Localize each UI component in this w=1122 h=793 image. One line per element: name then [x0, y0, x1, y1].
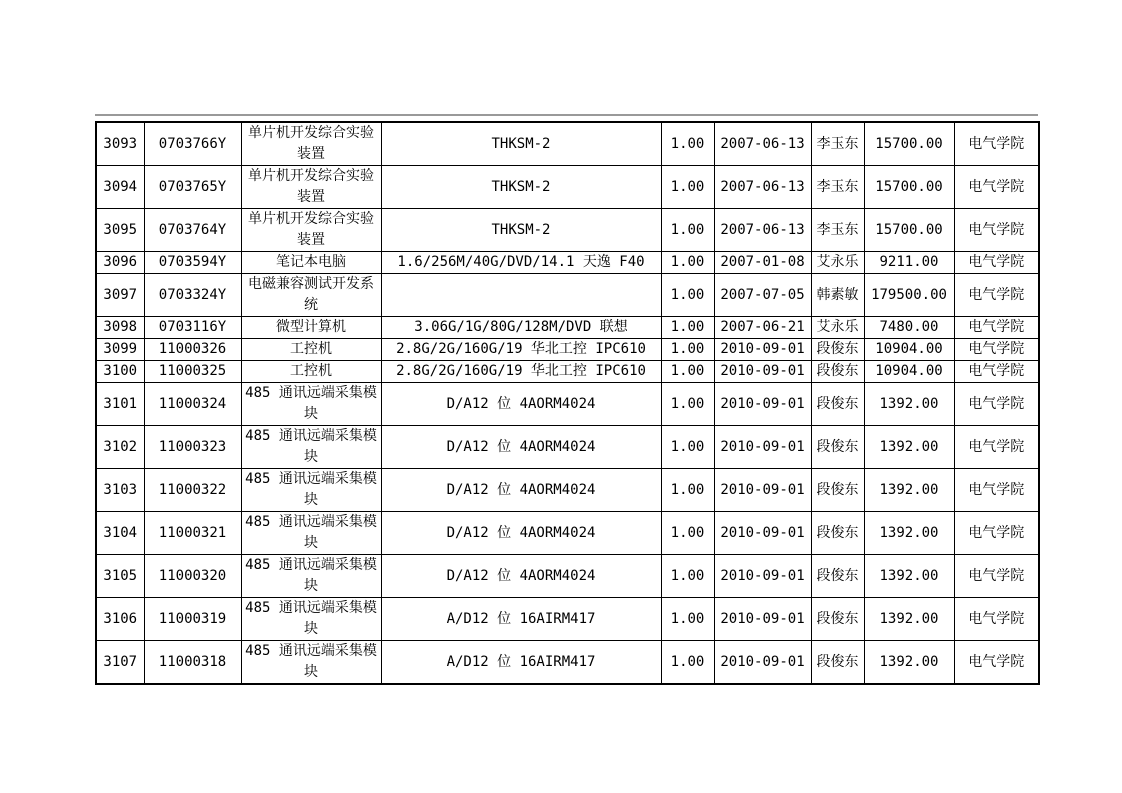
cell-sequence-number: 3104	[96, 512, 144, 555]
cell-asset-number: 0703765Y	[144, 166, 241, 209]
cell-department: 电气学院	[954, 317, 1039, 339]
cell-custodian: 李玉东	[811, 209, 864, 252]
cell-custodian: 段俊东	[811, 361, 864, 383]
cell-equipment-name: 电磁兼容测试开发系统	[241, 274, 381, 317]
cell-sequence-number: 3100	[96, 361, 144, 383]
cell-custodian: 段俊东	[811, 426, 864, 469]
cell-model-spec: D/A12 位 4AORM4024	[381, 469, 661, 512]
cell-date: 2010-09-01	[714, 598, 811, 641]
cell-price: 9211.00	[864, 252, 954, 274]
cell-model-spec: A/D12 位 16AIRM417	[381, 598, 661, 641]
cell-model-spec: THKSM-2	[381, 122, 661, 166]
cell-department: 电气学院	[954, 252, 1039, 274]
cell-quantity: 1.00	[661, 317, 714, 339]
cell-sequence-number: 3099	[96, 339, 144, 361]
cell-price: 15700.00	[864, 166, 954, 209]
table-row	[96, 555, 1039, 598]
table-row	[96, 209, 1039, 252]
cell-date: 2007-06-13	[714, 166, 811, 209]
table-continuation-line	[95, 114, 1038, 116]
cell-sequence-number: 3097	[96, 274, 144, 317]
cell-quantity: 1.00	[661, 166, 714, 209]
cell-price: 15700.00	[864, 122, 954, 166]
cell-equipment-name: 485 通讯远端采集模块	[241, 598, 381, 641]
table-row	[96, 598, 1039, 641]
cell-equipment-name: 微型计算机	[241, 317, 381, 339]
cell-date: 2007-01-08	[714, 252, 811, 274]
cell-equipment-name: 485 通讯远端采集模块	[241, 512, 381, 555]
cell-price: 1392.00	[864, 426, 954, 469]
cell-quantity: 1.00	[661, 274, 714, 317]
cell-price: 1392.00	[864, 641, 954, 685]
cell-department: 电气学院	[954, 122, 1039, 166]
table-row	[96, 512, 1039, 555]
cell-custodian: 艾永乐	[811, 252, 864, 274]
cell-price: 1392.00	[864, 469, 954, 512]
cell-date: 2010-09-01	[714, 641, 811, 685]
cell-quantity: 1.00	[661, 383, 714, 426]
cell-date: 2010-09-01	[714, 361, 811, 383]
cell-model-spec: D/A12 位 4AORM4024	[381, 426, 661, 469]
table-row	[96, 252, 1039, 274]
cell-sequence-number: 3101	[96, 383, 144, 426]
cell-price: 15700.00	[864, 209, 954, 252]
cell-asset-number: 11000320	[144, 555, 241, 598]
cell-sequence-number: 3095	[96, 209, 144, 252]
cell-asset-number: 0703324Y	[144, 274, 241, 317]
cell-date: 2010-09-01	[714, 512, 811, 555]
cell-equipment-name: 单片机开发综合实验装置	[241, 122, 381, 166]
cell-equipment-name: 485 通讯远端采集模块	[241, 641, 381, 685]
table-row	[96, 361, 1039, 383]
cell-equipment-name: 485 通讯远端采集模块	[241, 383, 381, 426]
cell-model-spec: A/D12 位 16AIRM417	[381, 641, 661, 685]
cell-quantity: 1.00	[661, 641, 714, 685]
cell-model-spec: 1.6/256M/40G/DVD/14.1 天逸 F40	[381, 252, 661, 274]
equipment-inventory-table	[95, 121, 1040, 685]
cell-quantity: 1.00	[661, 209, 714, 252]
cell-date: 2010-09-01	[714, 555, 811, 598]
cell-price: 1392.00	[864, 598, 954, 641]
cell-department: 电气学院	[954, 512, 1039, 555]
cell-equipment-name: 工控机	[241, 339, 381, 361]
cell-date: 2010-09-01	[714, 469, 811, 512]
cell-price: 10904.00	[864, 339, 954, 361]
cell-price: 7480.00	[864, 317, 954, 339]
cell-sequence-number: 3106	[96, 598, 144, 641]
table-row	[96, 317, 1039, 339]
cell-asset-number: 11000321	[144, 512, 241, 555]
cell-custodian: 韩素敏	[811, 274, 864, 317]
cell-quantity: 1.00	[661, 598, 714, 641]
cell-custodian: 李玉东	[811, 166, 864, 209]
cell-department: 电气学院	[954, 274, 1039, 317]
table-row	[96, 641, 1039, 685]
cell-department: 电气学院	[954, 598, 1039, 641]
cell-custodian: 段俊东	[811, 469, 864, 512]
cell-asset-number: 11000323	[144, 426, 241, 469]
cell-asset-number: 11000318	[144, 641, 241, 685]
cell-equipment-name: 485 通讯远端采集模块	[241, 555, 381, 598]
cell-date: 2010-09-01	[714, 339, 811, 361]
cell-date: 2007-07-05	[714, 274, 811, 317]
cell-quantity: 1.00	[661, 252, 714, 274]
cell-price: 179500.00	[864, 274, 954, 317]
cell-department: 电气学院	[954, 641, 1039, 685]
table-row	[96, 166, 1039, 209]
table-row	[96, 383, 1039, 426]
cell-department: 电气学院	[954, 555, 1039, 598]
cell-custodian: 段俊东	[811, 641, 864, 685]
cell-equipment-name: 485 通讯远端采集模块	[241, 469, 381, 512]
cell-equipment-name: 单片机开发综合实验装置	[241, 166, 381, 209]
cell-sequence-number: 3094	[96, 166, 144, 209]
cell-quantity: 1.00	[661, 512, 714, 555]
cell-asset-number: 0703764Y	[144, 209, 241, 252]
cell-model-spec: THKSM-2	[381, 166, 661, 209]
cell-quantity: 1.00	[661, 426, 714, 469]
cell-custodian: 段俊东	[811, 555, 864, 598]
cell-asset-number: 0703594Y	[144, 252, 241, 274]
cell-date: 2007-06-13	[714, 122, 811, 166]
cell-sequence-number: 3096	[96, 252, 144, 274]
cell-date: 2010-09-01	[714, 383, 811, 426]
cell-department: 电气学院	[954, 469, 1039, 512]
cell-department: 电气学院	[954, 339, 1039, 361]
cell-department: 电气学院	[954, 361, 1039, 383]
equipment-table-body	[96, 122, 1039, 684]
cell-custodian: 李玉东	[811, 122, 864, 166]
cell-sequence-number: 3102	[96, 426, 144, 469]
cell-department: 电气学院	[954, 383, 1039, 426]
cell-sequence-number: 3107	[96, 641, 144, 685]
cell-sequence-number: 3105	[96, 555, 144, 598]
cell-date: 2007-06-13	[714, 209, 811, 252]
cell-date: 2007-06-21	[714, 317, 811, 339]
cell-custodian: 段俊东	[811, 512, 864, 555]
table-row	[96, 426, 1039, 469]
table-row	[96, 274, 1039, 317]
table-row	[96, 122, 1039, 166]
cell-price: 1392.00	[864, 512, 954, 555]
cell-department: 电气学院	[954, 209, 1039, 252]
cell-price: 10904.00	[864, 361, 954, 383]
cell-sequence-number: 3093	[96, 122, 144, 166]
cell-sequence-number: 3098	[96, 317, 144, 339]
cell-equipment-name: 单片机开发综合实验装置	[241, 209, 381, 252]
table-row	[96, 469, 1039, 512]
cell-equipment-name: 工控机	[241, 361, 381, 383]
cell-asset-number: 11000324	[144, 383, 241, 426]
cell-model-spec: D/A12 位 4AORM4024	[381, 383, 661, 426]
table-row	[96, 339, 1039, 361]
cell-custodian: 段俊东	[811, 339, 864, 361]
cell-model-spec: 3.06G/1G/80G/128M/DVD 联想	[381, 317, 661, 339]
cell-custodian: 艾永乐	[811, 317, 864, 339]
cell-department: 电气学院	[954, 426, 1039, 469]
cell-model-spec: D/A12 位 4AORM4024	[381, 512, 661, 555]
cell-quantity: 1.00	[661, 361, 714, 383]
cell-price: 1392.00	[864, 555, 954, 598]
cell-date: 2010-09-01	[714, 426, 811, 469]
cell-department: 电气学院	[954, 166, 1039, 209]
cell-quantity: 1.00	[661, 469, 714, 512]
cell-quantity: 1.00	[661, 339, 714, 361]
cell-custodian: 段俊东	[811, 383, 864, 426]
cell-asset-number: 11000322	[144, 469, 241, 512]
cell-equipment-name: 485 通讯远端采集模块	[241, 426, 381, 469]
cell-quantity: 1.00	[661, 122, 714, 166]
cell-custodian: 段俊东	[811, 598, 864, 641]
cell-equipment-name: 笔记本电脑	[241, 252, 381, 274]
cell-asset-number: 11000326	[144, 339, 241, 361]
cell-model-spec: D/A12 位 4AORM4024	[381, 555, 661, 598]
cell-asset-number: 11000325	[144, 361, 241, 383]
cell-model-spec: THKSM-2	[381, 209, 661, 252]
cell-price: 1392.00	[864, 383, 954, 426]
cell-asset-number: 0703766Y	[144, 122, 241, 166]
cell-model-spec: 2.8G/2G/160G/19 华北工控 IPC610	[381, 339, 661, 361]
cell-quantity: 1.00	[661, 555, 714, 598]
cell-model-spec	[381, 274, 661, 317]
cell-model-spec: 2.8G/2G/160G/19 华北工控 IPC610	[381, 361, 661, 383]
cell-asset-number: 0703116Y	[144, 317, 241, 339]
cell-asset-number: 11000319	[144, 598, 241, 641]
cell-sequence-number: 3103	[96, 469, 144, 512]
